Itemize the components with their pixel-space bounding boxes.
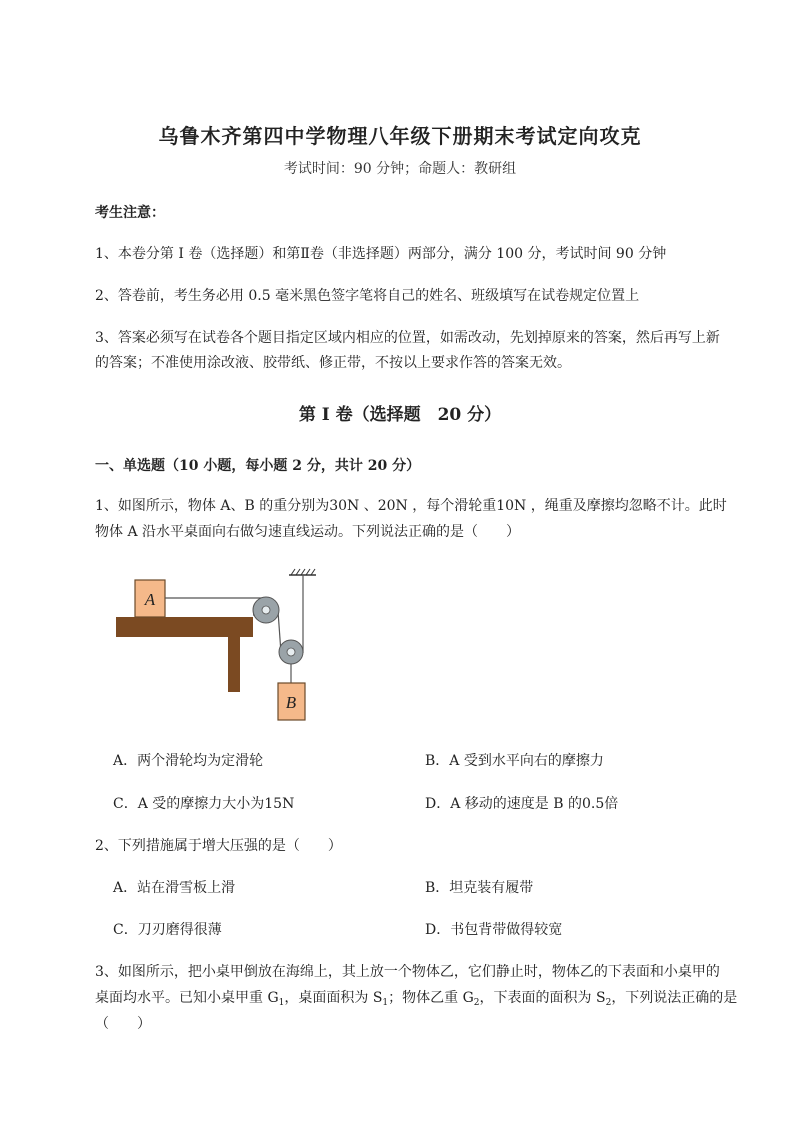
part-heading: 一、单选题（10 小题，每小题 2 分，共计 20 分）	[95, 458, 421, 474]
q1-stem-line-1: 1、如图所示，物体 A、B 的重分别为30N 、20N ，每个滑轮重10N ，绳重及摩擦均忽略不计。此时	[95, 498, 727, 514]
block-b-label: B	[285, 693, 297, 712]
pulley-figure	[113, 565, 333, 730]
notice-item-2: 2、答卷前，考生务必用 0.5 毫米黑色签字笔将自己的姓名、班级填写在试卷规定位置上	[95, 288, 640, 304]
notice-item-3-line-1: 3、答案必须写在试卷各个题目指定区域内相应的位置，如需改动，先划掉原来的答案，然后再写上新	[95, 330, 720, 346]
block-a-label: A	[144, 590, 156, 609]
q1-stem-line-2: 物体 A 沿水平桌面向右做匀速直线运动。下列说法正确的是（ ）	[95, 524, 521, 540]
q1-option-a[interactable]: A．两个滑轮均为定滑轮	[113, 753, 264, 769]
q1-option-c[interactable]: C．A 受的摩擦力大小为15N	[113, 796, 295, 812]
q3-stem-line-3: （ ）	[95, 1016, 151, 1032]
ceiling-hatch	[291, 569, 315, 575]
section-title: 第 I 卷（选择题 20 分）	[298, 405, 502, 425]
q2-option-c[interactable]: C．刀刃磨得很薄	[113, 922, 222, 938]
table-top	[116, 617, 253, 637]
q3-stem-line-1: 3、如图所示，把小桌甲倒放在海绵上，其上放一个物体乙，它们静止时，物体乙的下表面和小桌甲的	[95, 964, 720, 980]
q1-option-b[interactable]: B．A 受到水平向右的摩擦力	[425, 753, 604, 769]
notice-item-3-line-2: 的答案；不准使用涂改液、胶带纸、修正带，不按以上要求作答的答案无效。	[95, 355, 571, 371]
q2-option-a[interactable]: A．站在滑雪板上滑	[113, 880, 236, 896]
page-title: 乌鲁木齐第四中学物理八年级下册期末考试定向攻克	[158, 124, 642, 148]
q2-stem: 2、下列措施属于增大压强的是（ ）	[95, 838, 342, 854]
q2-option-d[interactable]: D．书包背带做得较宽	[425, 922, 563, 938]
notice-heading: 考生注意：	[95, 205, 165, 221]
page-subtitle: 考试时间：90 分钟；命题人：教研组	[283, 161, 517, 177]
q2-option-b[interactable]: B．坦克装有履带	[425, 880, 534, 896]
notice-item-1: 1、本卷分第 I 卷（选择题）和第Ⅱ卷（非选择题）两部分，满分 100 分，考试时间 90 分钟	[95, 246, 667, 262]
table-leg	[228, 637, 240, 692]
q3-stem-line-2: 桌面均水平。已知小桌甲重 $G_1$，桌面面积为 $S_1$；物体乙重 $G_2$，下表面的面积为 $S_2$，下列说法正确的是	[95, 990, 738, 1008]
q1-option-d[interactable]: D．A 移动的速度是 B 的0.5倍	[425, 796, 619, 812]
